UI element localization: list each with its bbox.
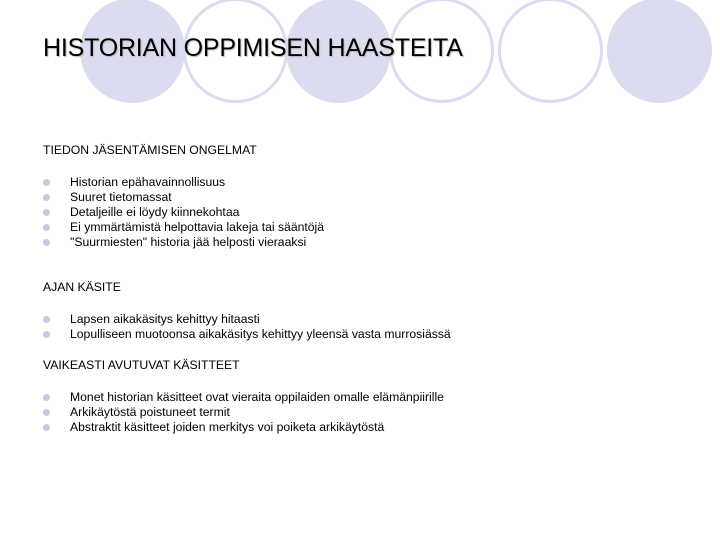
list-item: Suuret tietomassat — [43, 190, 683, 205]
list-item: Abstraktit käsitteet joiden merkitys voi poiketa arkikäytöstä — [43, 420, 683, 435]
bullet-list — [43, 390, 683, 435]
list-item: Historian epähavainnollisuus — [43, 175, 683, 190]
bullet-icon — [43, 331, 50, 338]
bullet-icon — [43, 239, 50, 246]
slide-title: HISTORIAN OPPIMISEN HAASTEITA — [43, 34, 463, 62]
section-heading: AJAN KÄSITE — [43, 280, 121, 294]
bullet-icon — [43, 316, 50, 323]
list-item: Monet historian käsitteet ovat vieraita oppilaiden omalle elämänpiirille — [43, 390, 683, 405]
slide-content — [43, 143, 683, 435]
bullet-icon — [43, 424, 50, 431]
bullet-list — [43, 175, 683, 250]
bullet-icon — [43, 209, 50, 216]
decor-circle-3 — [607, 0, 712, 103]
bullet-list — [43, 312, 683, 342]
section-heading: VAIKEASTI AVUTUVAT KÄSITTEET — [43, 358, 240, 372]
section-vaikeat-kasitteet — [43, 358, 683, 435]
bullet-icon — [43, 409, 50, 416]
bullet-icon — [43, 194, 50, 201]
bullet-icon — [43, 394, 50, 401]
list-item: Lopulliseen muotoonsa aikakäsitys kehittyy yleensä vasta murrosiässä — [43, 327, 683, 342]
section-ajan-kasite — [43, 280, 683, 342]
decor-ring-3 — [498, 0, 603, 103]
list-item: Lapsen aikakäsitys kehittyy hitaasti — [43, 312, 683, 327]
section-heading: TIEDON JÄSENTÄMISEN ONGELMAT — [43, 143, 257, 157]
list-item: Ei ymmärtämistä helpottavia lakeja tai sääntöjä — [43, 220, 683, 235]
section-tiedon-jasentaminen — [43, 143, 683, 250]
list-item: Detaljeille ei löydy kiinnekohtaa — [43, 205, 683, 220]
list-item: "Suurmiesten" historia jää helposti vieraaksi — [43, 235, 683, 250]
bullet-icon — [43, 179, 50, 186]
list-item: Arkikäytöstä poistuneet termit — [43, 405, 683, 420]
bullet-icon — [43, 224, 50, 231]
